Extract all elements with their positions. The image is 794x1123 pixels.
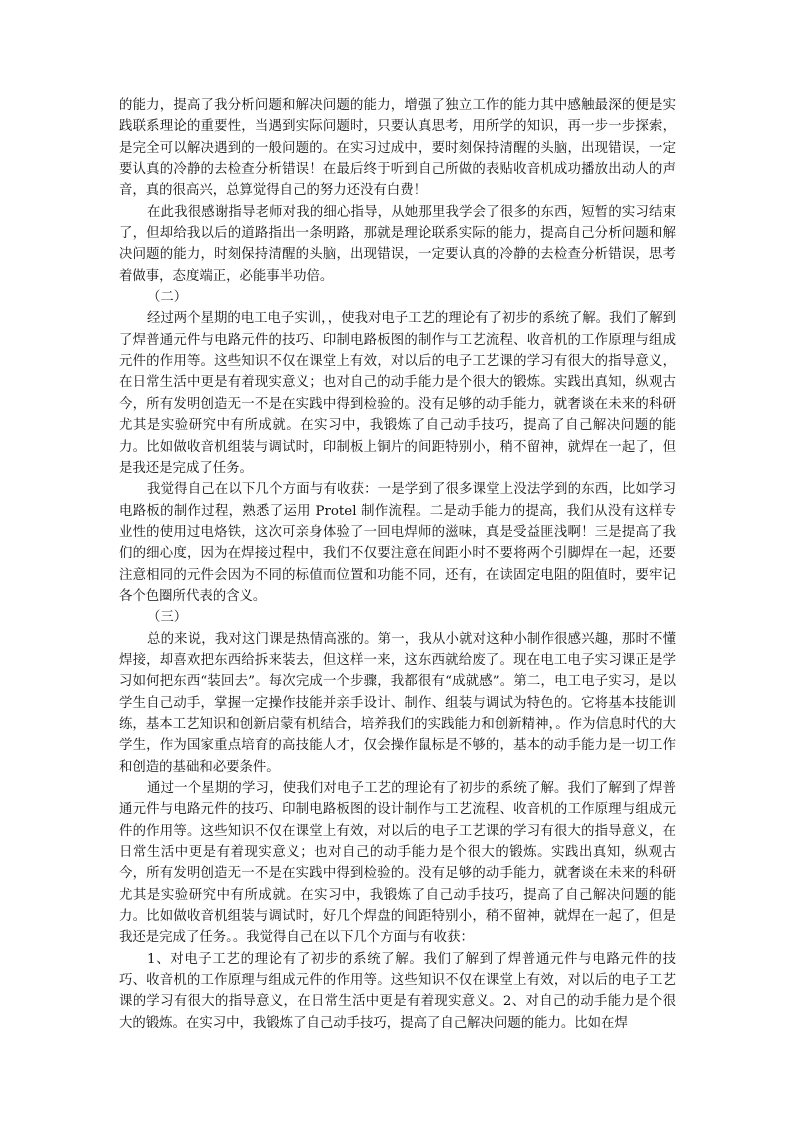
section-heading-two: （二）: [147, 290, 188, 306]
paragraph-thanks: 在此我很感谢指导老师对我的细心指导，从她那里我学会了很多的东西，短暂的实习结束了，但却给我以后的道路指出一条明路，那就是理论联系实际的能力，提高自己分析问题和解决问题的能力，时刻保持清醒的头脑，出现错误，一定要认真的冷静的去检查分析错误，思考着做事，态度端正，必能事半功倍。: [119, 204, 676, 284]
paragraph-section-two-2: 我觉得自己在以下几个方面与有收获：一是学到了很多课堂上没法学到的东西，比如学习电路板的制作过程，熟悉了运用 Protel 制作流程。二是动手能力的提高，我们从没有这样专业性的使用过电烙铁，这次可亲身体验了一回电焊师的滋味，真是受益匪浅啊！三是提高了我们的细心度，因为在焊接过程中，我们不仅要注意在间距小时不要将两个引脚焊在一起，还要注意相同的元件会因为不同的标值而位置和功能不同，还有，在读固定电阻的阻值时，要牢记各个色圈所代表的含义。: [119, 482, 676, 604]
section-heading-three: （三）: [147, 610, 188, 626]
paragraph-section-three-3: 1、对电子工艺的理论有了初步的系统了解。我们了解到了焊普通元件与电路元件的技巧、收音机的工作原理与组成元件的作用等。这些知识不仅在课堂上有效，对以后的电子工艺课的学习有很大的指导意义，在日常生活中更是有着现实意义。2、对自己的动手能力是个很大的锻炼。在实习中，我锻炼了自己动手技巧，提高了自己解决问题的能力。比如在焊: [119, 951, 676, 1031]
paragraph-intro-continuation: 的能力，提高了我分析问题和解决问题的能力，增强了独立工作的能力其中感触最深的便是实践联系理论的重要性，当遇到实际问题时，只要认真思考，用所学的知识，再一步一步探索，是完全可以解决遇到的一般问题的。在实习过成中，要时刻保持清醒的头脑，出现错误，一定要认真的冷静的去检查分析错误！在最后终于听到自己所做的表贴收音机成功播放出动人的声音，真的很高兴，总算觉得自己的努力还没有白费！: [119, 98, 676, 199]
paragraph-section-three-2: 通过一个星期的学习，使我们对电子工艺的理论有了初步的系统了解。我们了解到了焊普通元件与电路元件的技巧、印制电路板图的设计制作与工艺流程、收音机的工作原理与组成元件的作用等。这些知识不仅在课堂上有效，对以后的电子工艺课的学习有很大的指导意义，在日常生活中更是有着现实意义；也对自己的动手能力是个很大的锻炼。实践出真知，纵观古今，所有发明创造无一不是在实践中得到检验的。没有足够的动手能力，就奢谈在未来的科研尤其是实验研究中有所成就。在实习中，我锻炼了自己动手技巧，提高了自己解决问题的能力。比如做收音机组装与调试时，好几个焊盘的间距特别小，稍不留神，就焊在一起了，但是我还是完成了任务。。我觉得自己在以下几个方面与有收获：: [119, 781, 676, 946]
paragraph-section-three-1: 总的来说，我对这门课是热情高涨的。第一，我从小就对这种小制作很感兴趣，那时不懂焊接，却喜欢把东西给拆来装去，但这样一来，这东西就给废了。现在电工电子实习课正是学习如何把东西“装回去”。每次完成一个步骤，我都很有“成就感”。第二，电工电子实习，是以学生自己动手，掌握一定操作技能并亲手设计、制作、组装与调试为特色的。它将基本技能训练，基本工艺知识和创新启蒙有机结合，培养我们的实践能力和创新精神，。作为信息时代的大学生，作为国家重点培育的高技能人才，仅会操作鼠标是不够的，基本的动手能力是一切工作和创造的基础和必要条件。: [119, 631, 676, 775]
paragraph-section-two-1: 经过两个星期的电工电子实训，，使我对电子工艺的理论有了初步的系统了解。我们了解到了焊普通元件与电路元件的技巧、印制电路板图的制作与工艺流程、收音机的工作原理与组成元件的作用等。这些知识不仅在课堂上有效，对以后的电子工艺课的学习有很大的指导意义，在日常生活中更是有着现实意义；也对自己的动手能力是个很大的锻炼。实践出真知，纵观古今，所有发明创造无一不是在实践中得到检验的。没有足够的动手能力，就奢谈在未来的科研尤其是实验研究中有所成就。在实习中，我锻炼了自己动手技巧，提高了自己解决问题的能力。比如做收音机组装与调试时，印制板上铜片的间距特别小，稍不留神，就焊在一起了，但是我还是完成了任务。: [119, 311, 676, 476]
document-body: [119, 95, 676, 1034]
